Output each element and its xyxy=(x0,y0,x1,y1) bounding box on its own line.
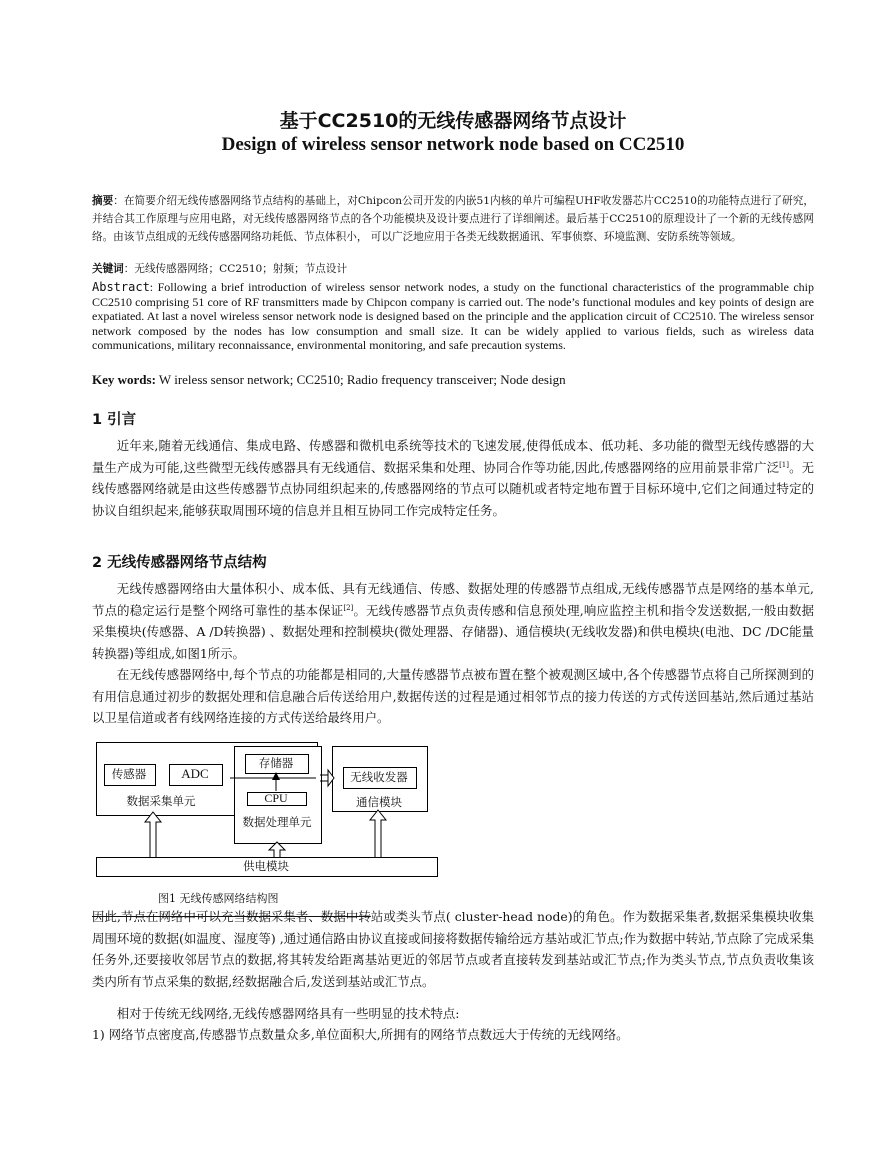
title-english: Design of wireless sensor network node based on CC2510 xyxy=(221,134,685,155)
cpu-label: CPU xyxy=(264,791,288,805)
communication-module-label: 通信模块 xyxy=(356,795,402,809)
keywords-cn-label: 关键词 xyxy=(92,263,124,275)
figure-arrows xyxy=(92,742,452,882)
abstract-en-text: Following a brief introduction of wireless sensor network nodes, a study on the functional characteristics of the programmable chip CC2510 comprising 51 core of RF transmitters made by Chipcon company is carried out. The node’s functional modules and key points of design are expatiated. At last a novel wireless sensor network node is designed based on the principle and the application circuit of CC2510. The wireless sensor network composed by the nodes has low consumption and small size. It can be widely applied to various fields, such as wireless data communications, military reconnaissance, environmental monitoring, and safe precaution systems. xyxy=(92,280,814,352)
abstract-cn-sep: ： xyxy=(113,195,124,207)
figure-1-caption: 图1 无线传感网络结构图 xyxy=(158,892,279,905)
abstract-english xyxy=(92,280,814,353)
keywords-en-label: Key words: xyxy=(92,372,156,387)
after-figure-text: 站或类头节点( cluster-head node)的角色。作为数据采集者,数据采集模块收集周围环境的数据(如温度、湿度等) ,通过通信路由协议直接或间接将数据传输给远方基站或汇节点;作为数据中转站,节点除了完成采集任务外,还要接收邻居节点的数据,将其转发给距离基站更近的邻居节点或者直接转发到基站或汇节点;作为类头节点,节点负责收集该类内所有节点采集的数据,经数据融合后,发送到基站或汇节点。 xyxy=(92,909,814,989)
memory-label: 存储器 xyxy=(258,756,294,770)
features-intro: 相对于传统无线网络,无线传感器网络具有一些明显的技术特点: xyxy=(116,1006,460,1021)
power-module-label: 供电模块 xyxy=(243,859,289,873)
abstract-cn-label: 摘要 xyxy=(92,195,114,207)
title-chinese: 基于CC2510的无线传感器网络节点设计 xyxy=(279,110,627,132)
section1-text-b: 。无线传感器网络就是由这些传感器节点协同组织起来的,传感器网络的节点可以随机或者特定地布置于目标环境中,它们之间通过特定的协议自组织起来,能够获取周围环境的信息并且相互协同工作完成特定任务。 xyxy=(92,459,814,518)
section1-paragraph xyxy=(92,435,814,521)
feature-item-1: 1) 网络节点密度高,传感器节点数量众多,单位面积大,所拥有的网络节点数远大于传统的无线网络。 xyxy=(92,1027,629,1042)
struck-text: 因此,节点在网络中可以充当数据采集者、数据中转 xyxy=(92,909,371,924)
abstract-chinese xyxy=(92,192,814,246)
keywords-cn-sep: ： xyxy=(123,263,135,275)
section1-heading: 1 引言 xyxy=(92,412,137,428)
section2-heading: 2 无线传感器网络节点结构 xyxy=(92,555,267,571)
keywords-cn-text: 无线传感器网络；CC2510；射频；节点设计 xyxy=(134,263,348,275)
abstract-en-sep: : xyxy=(149,280,158,294)
section1-text-a: 近年来,随着无线通信、集成电路、传感器和微机电系统等技术的飞速发展,使得低成本、低功耗、多功能的微型无线传感器的大量生产成为可能,这些微型无线传感器具有无线通信、数据采集和处理、协同合作等功能,因此,传感器网络的应用前景非常广泛 xyxy=(92,438,814,475)
section2-paragraph-2: 在无线传感器网络中,每个节点的功能都是相同的,大量传感器节点被布置在整个被观测区域中,各个传感器节点将自己所探测到的有用信息通过初步的数据处理和信息融合后传送给用户,数据传送的过程是通过相邻节点的接力传送的方式传送回基站,然后通过基站以卫星信道或者有线网络连接的方式传送给最终用户。 xyxy=(92,667,814,726)
keywords-chinese xyxy=(92,260,814,278)
keywords-english xyxy=(92,373,814,388)
transceiver-label: 无线收发器 xyxy=(350,770,408,784)
acquisition-unit-label: 数据采集单元 xyxy=(126,794,196,808)
processing-unit-label: 数据处理单元 xyxy=(242,815,312,829)
section2-text-b: 。无线传感器节点负责传感和信息预处理,响应监控主机和指令发送数据,一般由数据采集模块(传感器、A /D转换器) 、数据处理和控制模块(微处理器、存储器)、通信模块(无线收发器)和供电模块(电池、DC /DC能量转换器)等组成,如图1所示。 xyxy=(92,602,814,661)
abstract-en-label: Abstract xyxy=(92,280,150,294)
section2-text-a: 无线传感器网络由大量体积小、成本低、具有无线通信、传感、数据处理的传感器节点组成,无线传感器节点是网络的基本单元,节点的稳定运行是整个网络可靠性的基本保证 xyxy=(92,581,814,618)
after-figure-paragraph xyxy=(92,906,814,992)
keywords-en-text: W ireless sensor network; CC2510; Radio frequency transceiver; Node design xyxy=(155,372,566,387)
figure-1 xyxy=(92,742,814,905)
citation-2: [2] xyxy=(343,603,354,612)
section2-paragraph-1 xyxy=(92,578,814,664)
abstract-cn-text: 在简要介绍无线传感器网络节点结构的基础上，对Chipcon公司开发的内嵌51内核的单片可编程UHF收发器芯片CC2510的功能特点进行了研究，并结合其工作原理与应用电路，对无线传感器网络节点的各个功能模块及设计要点进行了详细阐述。最后基于CC2510的原理设计了一个新的无线传感网络。由该节点组成的无线传感器网络功耗低、节点体积小， 可以广泛地应用于各类无线数据通讯、军事侦察、环境监测、安防系统等领域。 xyxy=(92,195,815,243)
sensor-label: 传感器 xyxy=(111,767,147,781)
adc-label: ADC xyxy=(181,766,209,781)
citation-1: [1] xyxy=(779,460,789,469)
